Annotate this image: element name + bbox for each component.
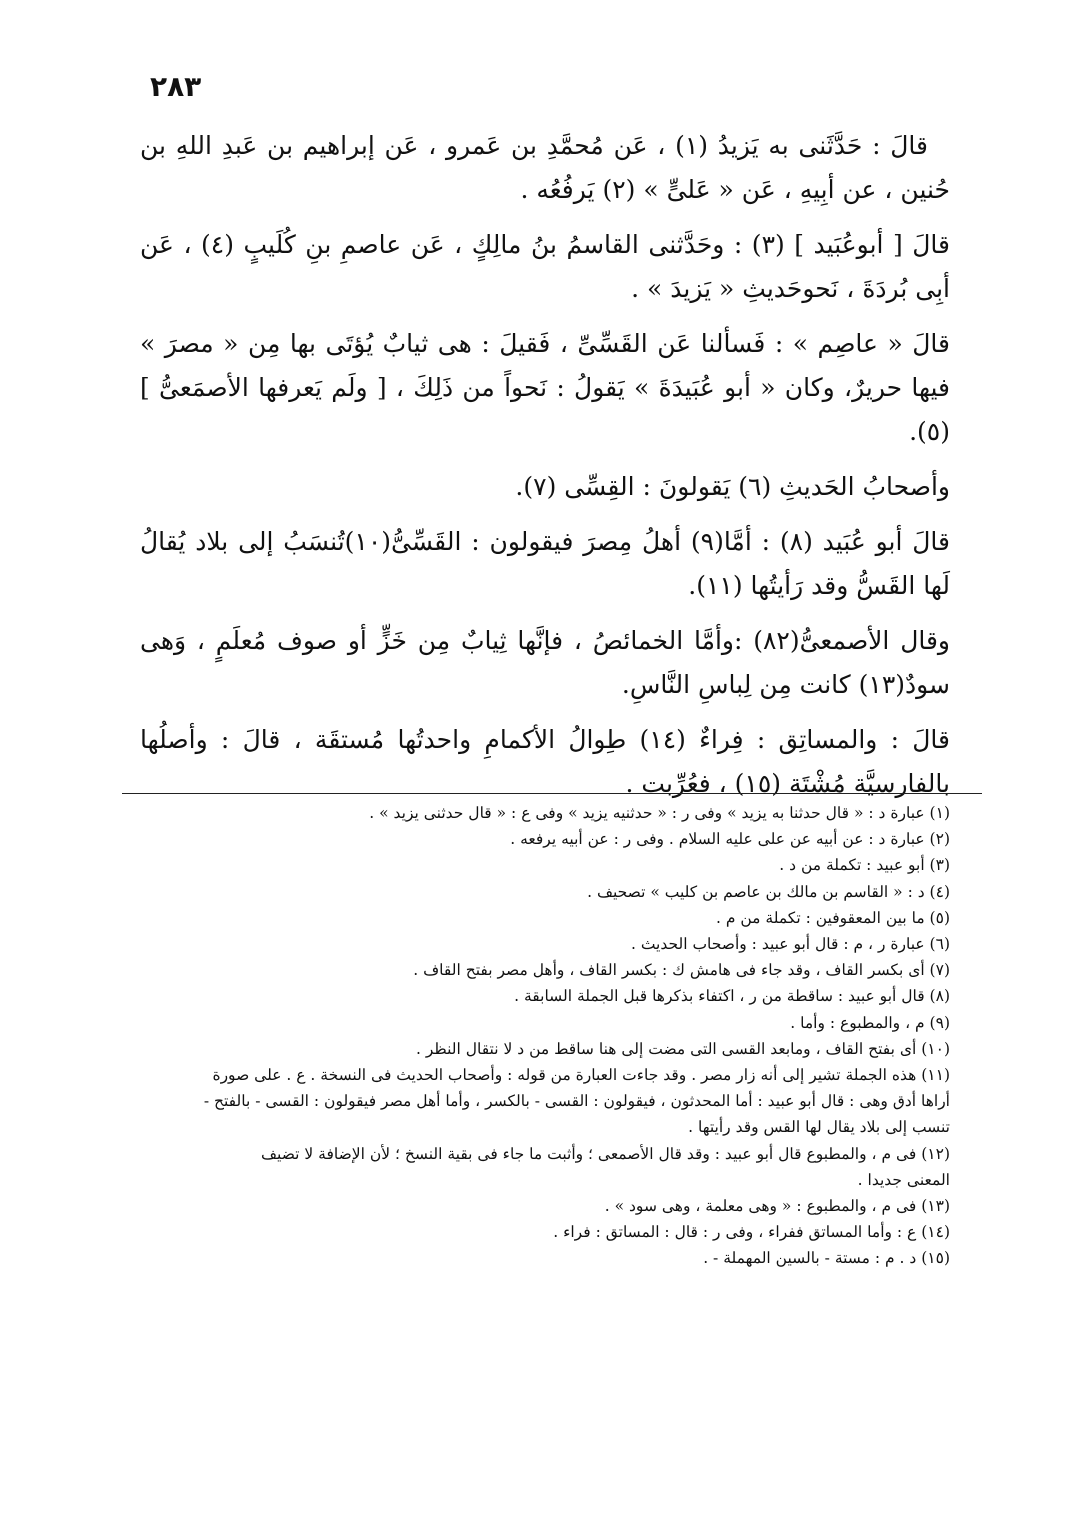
- paragraph: قالَ : والمساتِق : فِراءٌ (١٤) طِوالُ الأكمامِ واحدتُها مُستقَة ، قالَ : وأصلُها بالفارسيَّة مُشْتَة (١٥) ، فعُرِّبت .: [140, 725, 951, 798]
- footnote: (٢) عبارة د : عن أبيه عن على عليه السلام . وفى ر : عن أبيه يرفعه .: [510, 830, 950, 849]
- footnote: (١) عبارة د : « قال حدثنا به يزيد » وفى ر : « حدثنيه يزيد » وفى ع : « قال حدثنى يزيد » .: [369, 804, 950, 822]
- footnote: (٤) د : « القاسم بن مالك بن عاصم بن كليب » تصحيف .: [587, 882, 950, 901]
- paragraph: قالَ أبو عُبَيد (٨) : أمَّا(٩) أهلُ مِصرَ فيقولون : القَسِّىُّ(١٠)تُنسَبُ إلى بلاد يُقالُ لَها القَسُّ وقد رَأيتُها (١١).: [140, 527, 951, 600]
- footnote-divider: [122, 793, 982, 794]
- main-text: [140, 124, 950, 817]
- footnote: (١١) هذه الجملة تشير إلى أنه زار مصر . وقد جاءت العبارة من قوله : وأصحاب الحديث فى النسخة . ع . على صورة: [212, 1066, 950, 1085]
- paragraph: قالَ [ أبوعُبَيد ] (٣) : وحَدَّثنى القاسمُ بنُ مالِكٍ ، عَن عاصمِ بنِ كُلَيبٍ (٤) ، عَن أبِى بُردَةَ ، نَحوحَديثِ « يَزيدَ » .: [140, 230, 950, 303]
- page-number: ٢٨٣: [150, 70, 202, 103]
- footnote: (٧) أى بكسر القاف ، وقد جاء فى هامش ك : بكسر القاف ، وأهل مصر بفتح القاف .: [413, 961, 950, 980]
- footnote-continuation: أراها أدق وهى : قال أبو عبيد : أما المحدثون ، فيقولون : القسى - بالكسر ، وأما أهل مصر فيقولون : القسى - بالفتح -: [203, 1092, 950, 1111]
- footnotes: [130, 800, 950, 1272]
- footnote: (١٥) د . م : مستة - بالسين المهملة - .: [703, 1249, 950, 1268]
- footnote-continuation: تنسب إلى بلاد يقال لها القس وقد رأيتها .: [688, 1118, 950, 1137]
- footnote: (٨) قال أبو عبيد : ساقطة من ر ، اكتفاء بذكرها قبل الجملة السابقة .: [514, 987, 950, 1006]
- footnote: (١٤) ع : وأما المساتق ففراء ، وفى ر : قال : المساتق : فراء .: [553, 1223, 950, 1242]
- footnote: (٦) عبارة ر ، م : قال أبو عبيد : وأصحاب الحديث .: [630, 935, 950, 954]
- footnote: (٩) م ، والمطبوع : وأما .: [790, 1013, 950, 1032]
- footnote: (٣) أبو عبيد : تكملة من د .: [779, 856, 950, 875]
- footnote: (٥) ما بين المعقوفين : تكملة من م .: [716, 908, 950, 927]
- footnote: (١٣) فى م ، والمطبوع : « وهى معلمة ، وهى سود » .: [604, 1197, 950, 1216]
- paragraph: وأصحابُ الحَديثِ (٦) يَقولونَ : القِسِّى (٧).: [515, 472, 950, 501]
- footnote-continuation: المعنى جديدا .: [857, 1170, 950, 1189]
- footnote: (١٠) أى بفتح القاف ، ومابعد القسى التى مضت إلى هنا ساقط من د لا نتقال النظر .: [415, 1039, 950, 1058]
- paragraph: وقال الأصمعىُّ(٨٢) :وأمَّا الخمائصُ ، فإنَّها ثِيابٌ مِن خَزٍّ أو صوف مُعلَمٍ ، وَهى سودٌ(١٣) كانت مِن لِباسِ النَّاسِ.: [140, 626, 950, 699]
- paragraph: قالَ « عاصِم » : فَسألنا عَن القَسِّىِّ ، فَقيلَ : هى ثيابٌ يُؤتَى بها مِن « مصرَ » فيها حريرٌ، وكان « أبو عُبَيدَةَ » يَقولُ : نَحواً من ذَلِكَ ، [ ولَم يَعرفها الأصمَعىُّ ] (٥).: [140, 329, 950, 446]
- paragraph: قالَ : حَدَّثَنى به يَزيدُ (١) ، عَن مُحمَّدِ بن عَمرو ، عَن إبراهيم بن عَبدِ اللهِ بن حُنين ، عن أبِيهِ ، عَن « عَلىٍّ » (٢) يَرفُعُه .: [140, 131, 950, 204]
- footnote: (١٢) فى م ، والمطبوع قال أبو عبيد : وقد قال الأصمعى ؛ وأثبت ما جاء فى بقية النسخ ؛ لأن الإضافة لا تضيف: [261, 1144, 950, 1163]
